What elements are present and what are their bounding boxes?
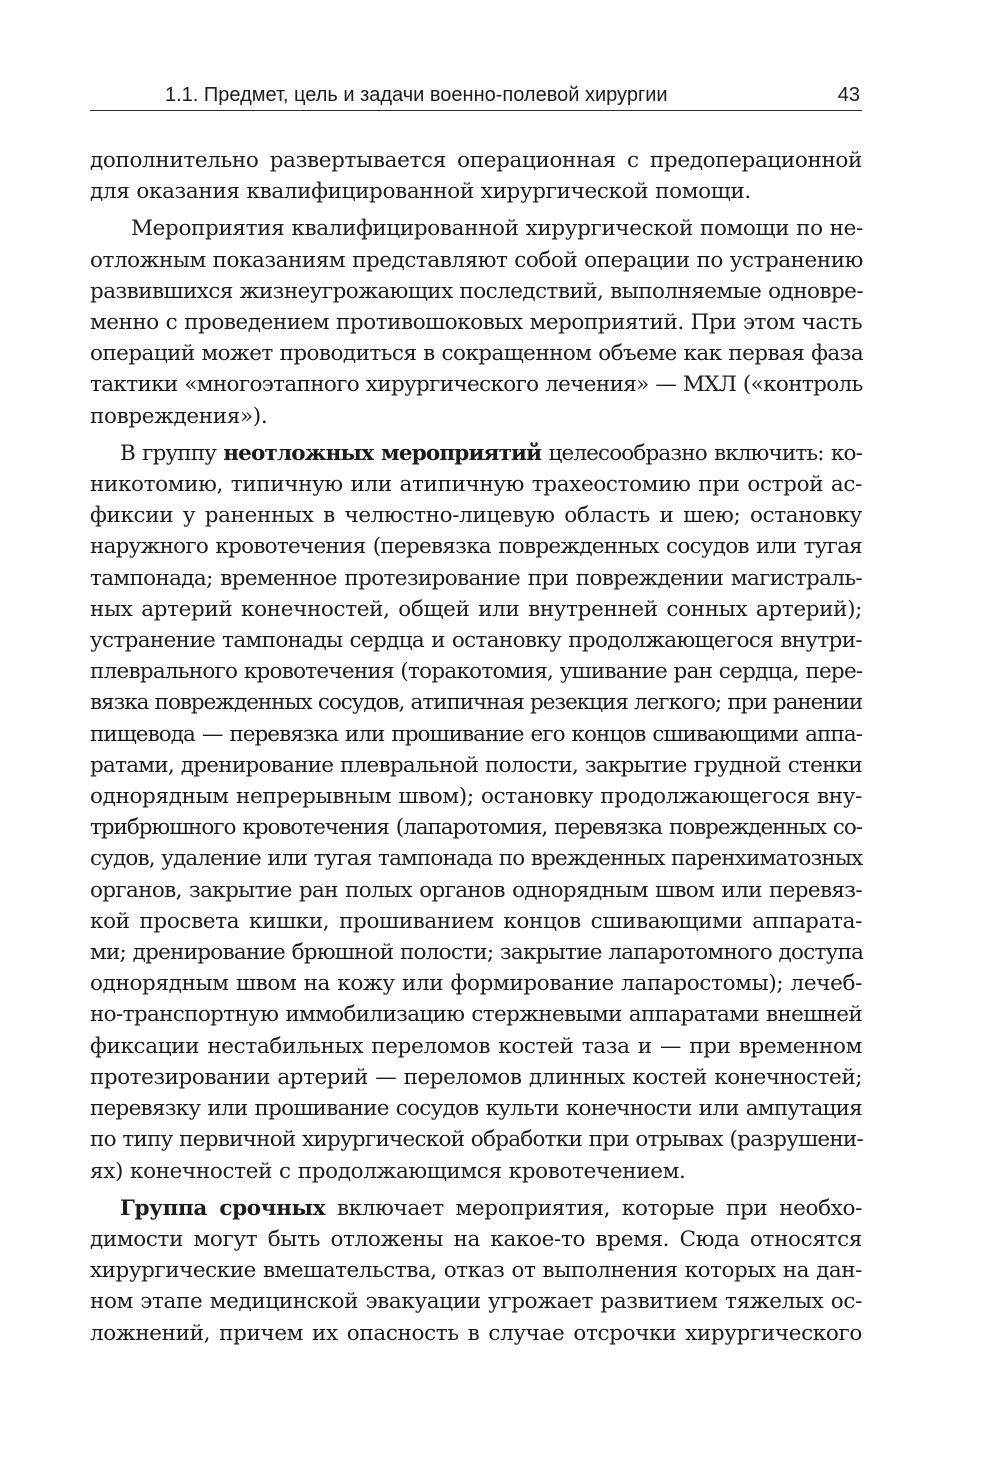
text-span: В группу	[120, 440, 224, 466]
text-line: однорядным непрерывным швом); остановку продолжающегося вну-	[90, 784, 862, 810]
text-line: трибрюшного кровотечения (лапаротомия, перевязка поврежденных со-	[90, 815, 862, 841]
paragraph-3	[90, 438, 862, 1187]
text-line: никотомию, типичную или атипичную трахеостомию при острой ас-	[90, 472, 862, 498]
text-line: устранение тампонады сердца и остановку продолжающегося внутри-	[90, 628, 862, 654]
text-line	[90, 438, 862, 469]
text-line: пищевода — перевязка или прошивание его концов сшивающими аппа-	[90, 721, 862, 747]
text-line: но-транспортную иммобилизацию стержневыми аппаратами внешней	[90, 1002, 862, 1028]
text-line: кой просвета кишки, прошиванием концов сшивающими аппарата-	[90, 908, 862, 934]
text-line: фиксации нестабильных переломов костей таза и — при временном	[90, 1033, 862, 1059]
text-line: плеврального кровотечения (торакотомия, ушивание ран сердца, пере-	[90, 659, 863, 685]
text-line: ях) конечностей с продолжающимся кровотечением.	[90, 1158, 686, 1184]
text-line: операций может проводиться в сокращенном объеме как первая фаза	[90, 341, 864, 367]
text-line: дополнительно развертывается операционная с предоперационной	[90, 148, 862, 173]
text-line: наружного кровотечения (перевязка поврежденных сосудов или тугая	[90, 534, 862, 560]
text-line: отложным показаниям представляют собой операции по устранению	[90, 247, 863, 273]
text-line	[90, 213, 862, 244]
running-header	[90, 80, 862, 111]
text-line: фиксии у раненных в челюстно-лицевую область и шею; остановку	[90, 503, 862, 529]
text-line: ратами, дренирование плевральной полости, закрытие грудной стенки	[90, 752, 862, 778]
text-line: димости могут быть отложены на какое-то время. Сюда относятся	[90, 1226, 862, 1252]
text-span: включает мероприятия, которые при необхо-	[325, 1195, 862, 1221]
text-line: тампонада; временное протезирование при повреждении магистраль-	[90, 565, 862, 591]
text-line: тактики «многоэтапного хирургического лечения» — МХЛ («контроль	[90, 372, 863, 398]
text-line: перевязку или прошивание сосудов культи конечности или ампутация	[90, 1096, 862, 1122]
text-line: однорядным швом на кожу или формирование лапаростомы); лечеб-	[90, 971, 862, 997]
text-line: повреждения»).	[90, 403, 268, 429]
chapter-title: 1.1. Предмет, цель и задачи военно-полевой хирургии	[165, 84, 668, 106]
text-line: развившихся жизнеугрожающих последствий, выполняемые одновре-	[90, 278, 864, 304]
text-line: для оказания квалифицированной хирургической помощи.	[90, 179, 751, 205]
text-line: вязка поврежденных сосудов, атипичная резекция легкого; при ранении	[90, 690, 863, 716]
text-span: целесообразно включить: ко-	[541, 440, 862, 466]
text-line: протезировании артерий — переломов длинных костей конечностей;	[90, 1064, 862, 1090]
paragraph-2	[90, 213, 862, 431]
text-line: ложнений, причем их опасность в случае отсрочки хирургического	[90, 1320, 862, 1346]
page-number: 43	[837, 84, 860, 106]
text-line: судов, удаление или тугая тампонада по врежденных паренхиматозных	[90, 846, 863, 872]
bold-term: Группа срочных	[120, 1195, 326, 1221]
text-line: по типу первичной хирургической обработки при отрывах (разрушени-	[90, 1127, 863, 1153]
paragraph-4	[90, 1193, 862, 1349]
text-line: менно с проведением противошоковых мероприятий. При этом часть	[90, 310, 863, 336]
text-line: хирургические вмешательства, отказ от выполнения которых на дан-	[90, 1258, 862, 1284]
bold-term: неотложных мероприятий	[223, 440, 542, 466]
text-line	[90, 1193, 862, 1224]
text-line: ных артерий конечностей, общей или внутренней сонных артерий);	[90, 596, 862, 622]
text-line: ми; дренирование брюшной полости; закрытие лапаротомного доступа	[90, 940, 864, 966]
body-text	[90, 145, 862, 1355]
text-line: ном этапе медицинской эвакуации угрожает развитием тяжелых ос-	[90, 1289, 862, 1315]
paragraph-1	[90, 145, 862, 207]
text-span: Мероприятия квалифицированной хирургической помощи по не-	[131, 216, 863, 242]
text-line: органов, закрытие ран полых органов однорядным швом или перевяз-	[90, 877, 862, 903]
